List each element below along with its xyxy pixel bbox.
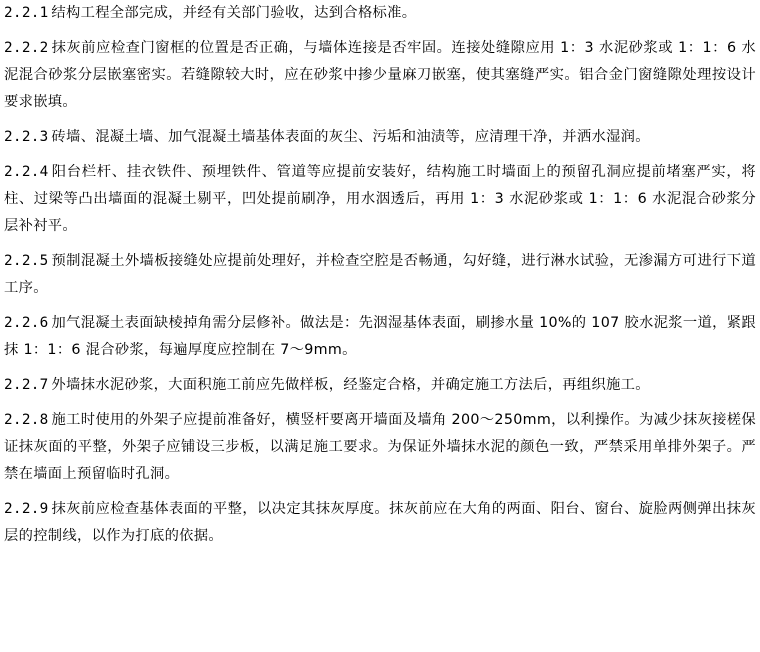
paragraph-2-2-5 xyxy=(4,248,756,302)
paragraph-text: 加气混凝土表面缺棱掉角需分层修补。做法是：先洇湿基体表面，刷掺水量 10%的 107 胶水泥浆一道，紧跟抹 1：1：6 混合砂浆，每遍厚度应控制在 7～9mm。 xyxy=(4,314,756,358)
paragraph-number: 2.2.2 xyxy=(4,40,49,57)
paragraph-number: 2.2.9 xyxy=(4,500,49,517)
paragraph-2-2-7 xyxy=(4,372,756,399)
paragraph-number: 2.2.6 xyxy=(4,314,49,331)
paragraph-number: 2.2.1 xyxy=(4,5,49,21)
paragraph-number: 2.2.4 xyxy=(4,164,49,181)
paragraph-text: 施工时使用的外架子应提前准备好，横竖杆要离开墙面及墙角 200～250mm，以利操作。为减少抹灰接槎保证抹灰面的平整，外架子应铺设三步板，以满足施工要求。为保证外墙抹水泥的颜色一致，严禁采用单排外架子。严禁在墙面上预留临时孔洞。 xyxy=(4,412,756,482)
paragraph-2-2-8 xyxy=(4,407,756,487)
paragraph-2-2-9 xyxy=(4,496,756,550)
paragraph-text: 预制混凝土外墙板接缝处应提前处理好，并检查空腔是否畅通，勾好缝，进行淋水试验，无渗漏方可进行下道工序。 xyxy=(4,252,756,296)
paragraph-2-2-4 xyxy=(4,159,756,239)
paragraph-text: 外墙抹水泥砂浆，大面积施工前应先做样板，经鉴定合格，并确定施工方法后，再组织施工。 xyxy=(51,376,650,393)
paragraph-text: 阳台栏杆、挂衣铁件、预埋铁件、管道等应提前安装好，结构施工时墙面上的预留孔洞应提前堵塞严实，将柱、过梁等凸出墙面的混凝土剔平，凹处提前刷净，用水洇透后，再用 1：3 水泥砂浆或 1：1：6 水泥混合砂浆分层补衬平。 xyxy=(4,164,756,234)
paragraph-text: 砖墙、混凝土墙、加气混凝土墙基体表面的灰尘、污垢和油渍等，应清理干净，并洒水湿润。 xyxy=(51,128,650,145)
paragraph-text: 抹灰前应检查基体表面的平整，以决定其抹灰厚度。抹灰前应在大角的两面、阳台、窗台、旋脸两侧弹出抹灰层的控制线，以作为打底的依据。 xyxy=(4,500,756,544)
paragraph-number: 2.2.5 xyxy=(4,252,49,269)
paragraph-2-2-2 xyxy=(4,35,756,115)
paragraph-2-2-1 xyxy=(4,0,756,27)
paragraph-number: 2.2.8 xyxy=(4,412,49,429)
paragraph-number: 2.2.7 xyxy=(4,376,49,393)
paragraph-2-2-3 xyxy=(4,124,756,151)
paragraph-number: 2.2.3 xyxy=(4,128,49,145)
paragraph-2-2-6 xyxy=(4,310,756,364)
paragraph-text: 结构工程全部完成，并经有关部门验收，达到合格标准。 xyxy=(51,5,417,21)
paragraph-text: 抹灰前应检查门窗框的位置是否正确，与墙体连接是否牢固。连接处缝隙应用 1：3 水泥砂浆或 1：1：6 水泥混合砂浆分层嵌塞密实。若缝隙较大时，应在砂浆中掺少量麻刀嵌塞，使其塞缝严实。铝合金门窗缝隙处理按设计要求嵌填。 xyxy=(4,40,756,110)
